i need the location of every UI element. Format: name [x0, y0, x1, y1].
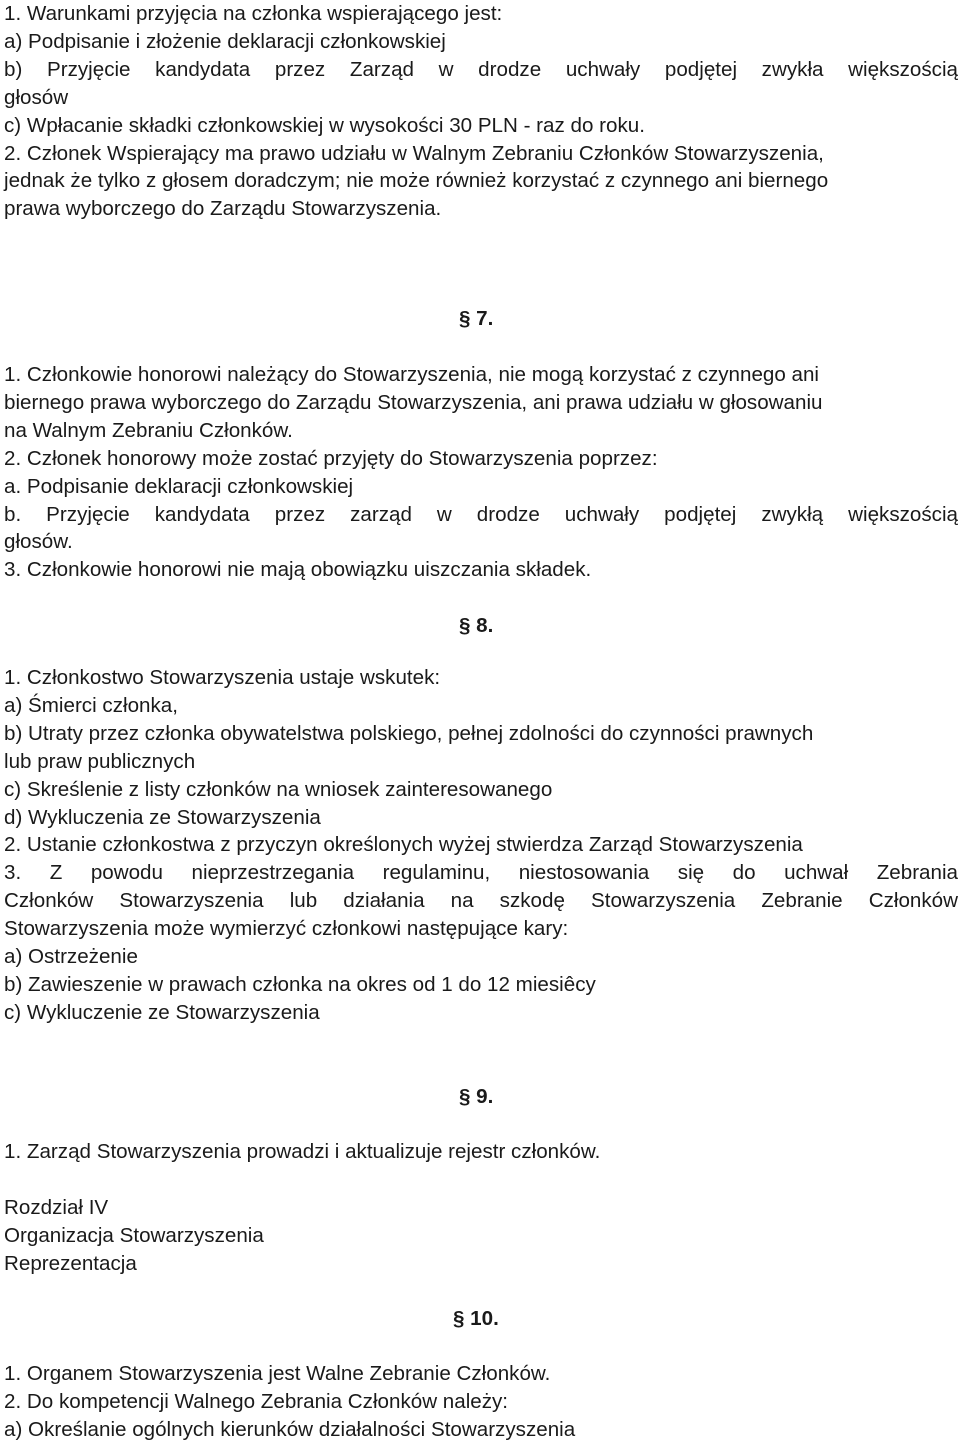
paragraph-1: 1. Zarząd Stowarzyszenia prowadzi i aktualizuje rejestr członków.: [4, 1140, 601, 1163]
paragraph-2: 2. Do kompetencji Walnego Zebrania Członków należy:: [4, 1389, 509, 1413]
list-item-a: a. Podpisanie deklaracji członkowskiej: [4, 474, 354, 498]
list-item-b: b) Przyjęcie kandydata przez Zarząd w drodze uchwały podjętej zwykła większością: [4, 57, 958, 81]
paragraph-2: 2. Ustanie członkostwa z przyczyn określonych wyżej stwierdza Zarząd Stowarzyszenia: [4, 833, 803, 857]
list-item-a: a) Podpisanie i złożenie deklaracji członkowskiej: [4, 29, 446, 53]
paragraph-2: 2. Członek honorowy może zostać przyjęty do Stowarzyszenia poprzez:: [4, 446, 658, 470]
section-6-continuation: [4, 0, 958, 223]
list-item-a: a) Określanie ogólnych kierunków działalności Stowarzyszenia: [4, 1417, 576, 1441]
section-7-heading: § 7.: [459, 307, 494, 330]
list-item-c: c) Skreślenie z listy członków na wniosek zainteresowanego: [4, 777, 553, 801]
section-8-body: [4, 664, 958, 1027]
section-10-heading: § 10.: [453, 1307, 499, 1330]
list-item-d: d) Wykluczenia ze Stowarzyszenia: [4, 805, 321, 829]
chapter-subsection: Reprezentacja: [4, 1251, 137, 1275]
list-item-b: b) Utraty przez członka obywatelstwa polskiego, pełnej zdolności do czynności prawnych: [4, 721, 814, 745]
paragraph-1-line-3: na Walnym Zebraniu Członków.: [4, 418, 293, 442]
chapter-title: Rozdział IV: [4, 1196, 109, 1219]
section-7-body: [4, 361, 958, 584]
paragraph-1: 1. Członkostwo Stowarzyszenia ustaje wskutek:: [4, 666, 441, 689]
paragraph-2-line-2: jednak że tylko z głosem doradczym; nie może również korzystać z czynnego ani biernego: [4, 169, 829, 193]
chapter-subtitle: Organizacja Stowarzyszenia: [4, 1223, 264, 1247]
paragraph-3-line-1: 3. Z powodu nieprzestrzegania regulaminu, niestosowania się do uchwał Zebrania: [4, 861, 958, 885]
paragraph-3-line-3: Stowarzyszenia może wymierzyć członkowi następujące kary:: [4, 917, 569, 941]
section-10-body: [4, 1360, 958, 1444]
paragraph-1: 1. Warunkami przyjęcia na członka wspierającego jest:: [4, 2, 503, 25]
penalty-item-b: b) Zawieszenie w prawach członka na okres od 1 do 12 miesiêcy: [4, 972, 596, 996]
list-item-b-continuation: głosów.: [4, 530, 73, 554]
paragraph-1: 1. Organem Stowarzyszenia jest Walne Zebranie Członków.: [4, 1362, 551, 1385]
list-item-c: c) Wpłacanie składki członkowskiej w wysokości 30 PLN - raz do roku.: [4, 113, 645, 137]
paragraph-3-line-2: Członków Stowarzyszenia lub działania na szkodę Stowarzyszenia Zebranie Członków: [4, 889, 958, 913]
paragraph-1-line-2: biernego prawa wyborczego do Zarządu Stowarzyszenia, ani prawa udziału w głosowaniu: [4, 390, 823, 414]
penalty-item-c: c) Wykluczenie ze Stowarzyszenia: [4, 1000, 320, 1024]
section-9-body: [4, 1138, 958, 1166]
penalty-item-a: a) Ostrzeżenie: [4, 945, 138, 969]
paragraph-2-line-3: prawa wyborczego do Zarządu Stowarzyszenia.: [4, 197, 442, 221]
list-item-b: b. Przyjęcie kandydata przez zarząd w drodze uchwały podjętej zwykłą większością: [4, 502, 958, 526]
section-9-heading: § 9.: [459, 1085, 494, 1108]
chapter-heading: [4, 1194, 958, 1278]
list-item-b-continuation: lub praw publicznych: [4, 749, 196, 773]
paragraph-3: 3. Członkowie honorowi nie mają obowiązku uiszczania składek.: [4, 558, 592, 582]
paragraph-1-line-1: 1. Członkowie honorowi należący do Stowarzyszenia, nie mogą korzystać z czynnego ani: [4, 363, 820, 386]
list-item-a: a) Śmierci członka,: [4, 693, 178, 717]
list-item-b-continuation: głosów: [4, 85, 69, 109]
section-8-heading: § 8.: [459, 614, 494, 637]
paragraph-2-line-1: 2. Członek Wspierający ma prawo udziału w Walnym Zebraniu Członków Stowarzyszenia,: [4, 141, 824, 165]
